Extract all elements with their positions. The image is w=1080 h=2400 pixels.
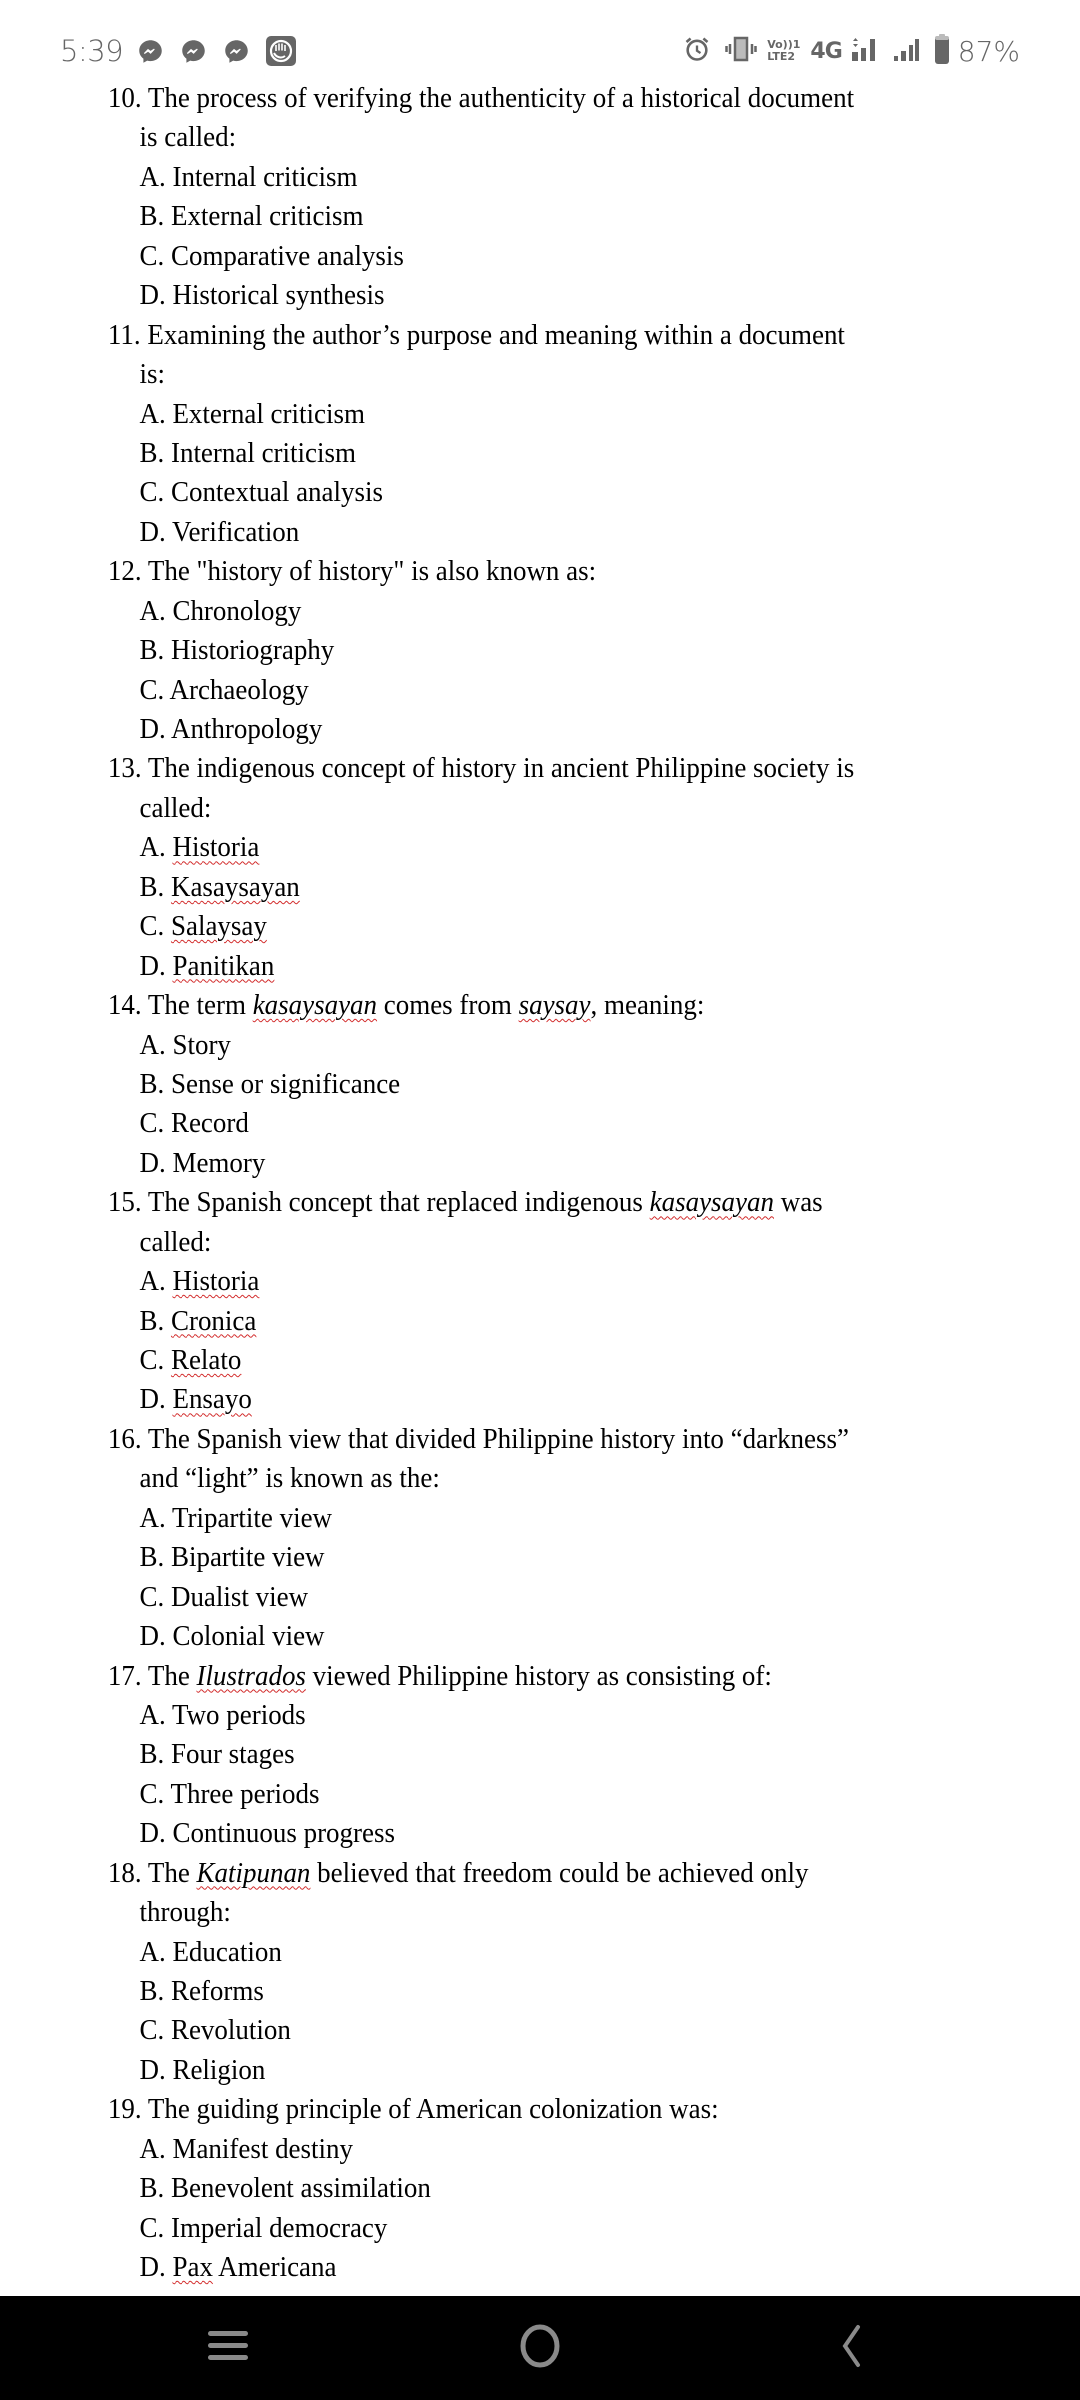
signal-sim2-icon <box>892 35 920 68</box>
question-16 <box>0 1420 1080 1657</box>
spellcheck-word[interactable]: Panitikan <box>172 949 275 982</box>
spellcheck-word[interactable]: Relato <box>170 1344 242 1376</box>
alarm-icon <box>683 35 711 68</box>
recent-apps-icon <box>206 2328 250 2369</box>
option-c: C. Three periods <box>139 1777 320 1810</box>
question-line: believed that freedom could be achieved only <box>317 1856 809 1889</box>
option-c: C. Contextual analysis <box>139 476 383 509</box>
option-b <box>0 868 1004 907</box>
option-a <box>0 828 1004 867</box>
question-text-continued: called: <box>139 1225 212 1258</box>
question-line: The Spanish view that divided Philippine history into “darkness” <box>147 1422 849 1455</box>
question-number: 12. <box>107 555 142 588</box>
question-15 <box>0 1183 1080 1420</box>
no-touch-app-icon <box>266 36 296 66</box>
option-c <box>0 1341 1004 1380</box>
spellcheck-word[interactable]: kasaysayan <box>649 1186 774 1219</box>
option-letter: C. <box>139 910 165 943</box>
question-text <box>0 2090 1004 2129</box>
question-text <box>0 749 1004 788</box>
question-line: The guiding principle of American colonization was: <box>147 2093 719 2126</box>
spellcheck-word[interactable]: Kasaysayan <box>170 870 300 903</box>
question-number: 18. <box>107 1856 142 1889</box>
spellcheck-word[interactable]: saysay <box>518 989 591 1022</box>
question-text <box>0 1854 1004 1893</box>
navigation-bar <box>0 2296 1080 2400</box>
option-c: C. Imperial democracy <box>139 2211 388 2244</box>
spellcheck-word[interactable]: Salaysay <box>170 910 267 943</box>
question-number: 16. <box>107 1422 142 1455</box>
option-d: D. Historical synthesis <box>139 279 385 312</box>
option-b: B. Reforms <box>139 1975 264 2007</box>
option-letter: D. <box>139 949 166 982</box>
question-13 <box>0 749 1080 986</box>
status-bar-left <box>60 31 312 71</box>
option-a: A. Education <box>139 1935 282 1968</box>
battery-icon <box>934 33 950 70</box>
option-letter: D. <box>139 1383 166 1416</box>
option-c: C. Archaeology <box>139 673 309 706</box>
option-d <box>0 1380 1004 1419</box>
question-number: 15. <box>107 1186 142 1219</box>
question-number: 17. <box>107 1659 142 1692</box>
option-b: B. Benevolent assimilation <box>139 2172 431 2205</box>
option-a: A. Internal criticism <box>139 160 358 193</box>
option-a <box>0 1262 1004 1301</box>
option-letter: B. <box>139 870 165 903</box>
option-c: C. Record <box>139 1107 249 1140</box>
spellcheck-word[interactable]: Ilustrados <box>196 1659 306 1692</box>
spellcheck-word[interactable]: Pax <box>172 2251 213 2284</box>
question-line: viewed Philippine history as consisting of: <box>312 1659 772 1692</box>
option-c: C. Revolution <box>139 2014 291 2047</box>
question-text <box>0 316 1004 355</box>
question-text-continued: is: <box>139 358 165 391</box>
option-letter: C. <box>139 1344 165 1376</box>
spellcheck-word[interactable]: kasaysayan <box>252 989 378 1022</box>
question-text <box>0 1183 1004 1222</box>
home-icon <box>518 2322 562 2375</box>
question-text <box>0 986 1004 1025</box>
recent-apps-button[interactable] <box>193 2320 263 2376</box>
messenger-icon <box>180 38 207 65</box>
option-b: B. Bipartite view <box>139 1541 325 1574</box>
question-line: , meaning: <box>590 989 705 1022</box>
option-c: C. Dualist view <box>139 1580 309 1613</box>
option-b: B. Internal criticism <box>139 436 356 469</box>
option-d: D. Verification <box>139 515 300 548</box>
option-d: D. Anthropology <box>139 713 323 745</box>
document-page <box>0 79 1080 2288</box>
question-line: Examining the author’s purpose and meaning within a document <box>147 318 845 351</box>
back-button[interactable] <box>816 2320 886 2376</box>
question-line: The indigenous concept of history in ancient Philippine society is <box>147 752 855 785</box>
home-button[interactable] <box>505 2320 575 2376</box>
question-line: The term <box>147 989 246 1022</box>
network-type: 4G <box>810 38 842 64</box>
question-text <box>0 552 1004 591</box>
volte-label: Vo))1 <box>767 38 801 51</box>
option-b: B. Historiography <box>139 634 335 667</box>
spellcheck-word[interactable]: Historia <box>172 1265 260 1298</box>
question-number: 14. <box>107 989 142 1022</box>
option-letter: B. <box>139 1304 165 1337</box>
option-text: Americana <box>218 2251 337 2284</box>
question-19 <box>0 2090 1080 2287</box>
question-number: 11. <box>107 318 141 351</box>
question-text-continued: through: <box>139 1896 231 1929</box>
option-letter: A. <box>139 831 166 864</box>
vibrate-icon <box>725 36 757 67</box>
option-a: A. Chronology <box>139 594 302 627</box>
spellcheck-word[interactable]: Katipunan <box>196 1856 311 1889</box>
option-b: B. Four stages <box>139 1738 295 1771</box>
question-text-continued: called: <box>139 791 212 824</box>
option-a: A. Two periods <box>139 1698 306 1731</box>
battery-percent: 87% <box>957 34 1020 68</box>
question-text-continued: and “light” is known as the: <box>139 1462 440 1495</box>
option-d: D. Religion <box>139 2053 266 2086</box>
question-line: The Spanish concept that replaced indigenous <box>147 1186 643 1219</box>
signal-sim1-icon <box>850 35 878 68</box>
option-d: D. Colonial view <box>139 1620 325 1653</box>
question-line: was <box>780 1186 823 1219</box>
question-number: 10. <box>107 82 142 114</box>
question-text <box>0 79 1004 118</box>
option-a: A. Tripartite view <box>139 1501 333 1534</box>
question-text-continued: is called: <box>139 121 237 154</box>
back-icon <box>836 2324 866 2373</box>
lte-label: LTE2 <box>767 50 796 63</box>
option-c <box>0 907 1004 946</box>
option-d <box>0 2248 1004 2287</box>
question-number: 13. <box>107 752 142 785</box>
option-b: B. Sense or significance <box>139 1067 401 1100</box>
spellcheck-word[interactable]: Historia <box>172 831 260 864</box>
question-14 <box>0 986 1080 1183</box>
question-text <box>0 1420 1004 1459</box>
status-bar-right <box>673 31 1020 71</box>
messenger-icon <box>137 38 164 65</box>
question-line: The <box>147 1659 190 1692</box>
option-d: D. Memory <box>139 1146 266 1179</box>
option-a: A. External criticism <box>139 397 365 430</box>
question-line: The "history of history" is also known as: <box>147 555 597 588</box>
question-11 <box>0 316 1080 553</box>
question-text <box>0 1657 1004 1696</box>
option-d <box>0 947 1004 986</box>
volte-indicator <box>767 39 800 63</box>
question-18 <box>0 1854 1080 2091</box>
spellcheck-word[interactable]: Cronica <box>170 1304 257 1337</box>
spellcheck-word[interactable]: Ensayo <box>172 1383 252 1416</box>
question-line: comes from <box>383 989 512 1022</box>
question-17 <box>0 1657 1080 1854</box>
question-10 <box>0 79 1080 316</box>
option-d: D. Continuous progress <box>139 1817 395 1850</box>
option-b <box>0 1302 1004 1341</box>
status-bar <box>0 0 1080 86</box>
option-a: A. Manifest destiny <box>139 2132 353 2165</box>
option-letter: A. <box>139 1265 166 1298</box>
option-c: C. Comparative analysis <box>139 239 404 272</box>
messenger-icon <box>223 38 250 65</box>
clock: 5:39 <box>60 34 124 68</box>
option-b: B. External criticism <box>139 200 364 233</box>
option-a: A. Story <box>139 1028 231 1061</box>
question-12 <box>0 552 1080 749</box>
question-line: The process of verifying the authenticity of a historical document <box>147 82 855 114</box>
question-number: 19. <box>107 2093 142 2126</box>
question-line: The <box>147 1856 190 1889</box>
option-letter: D. <box>139 2251 166 2284</box>
